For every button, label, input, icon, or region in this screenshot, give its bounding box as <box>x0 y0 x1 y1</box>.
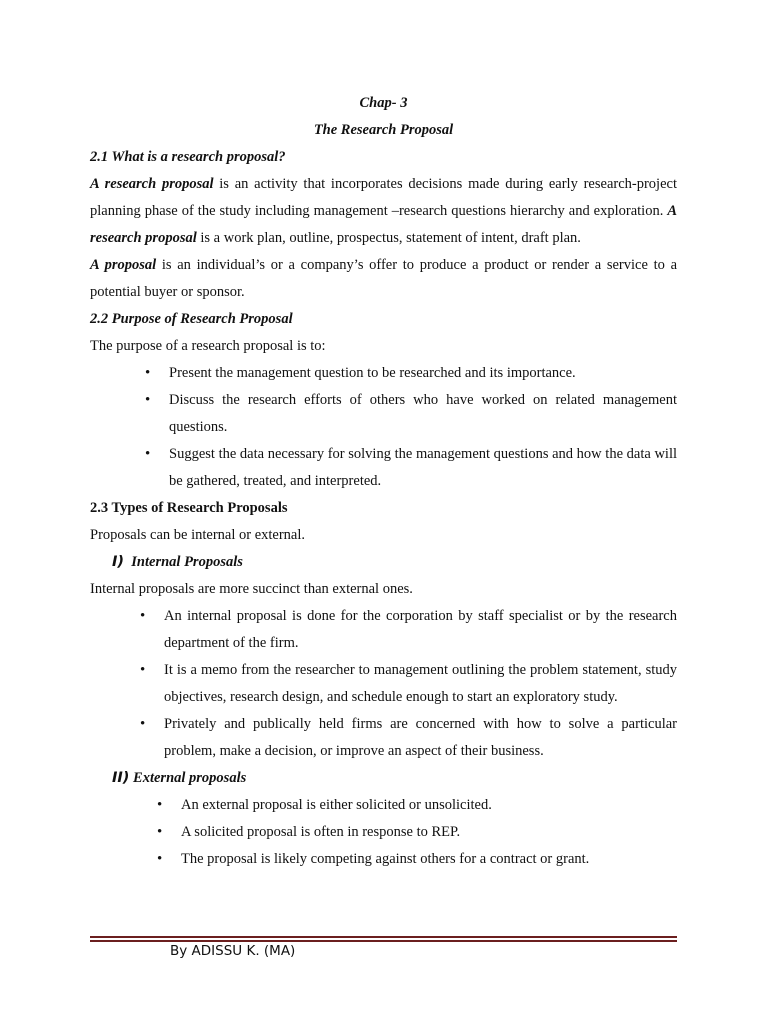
purpose-list <box>90 360 677 495</box>
paragraph-text: is an activity that incorporates decisions made during early research-project planning phase of the study including management –research questions hierarchy and exploration. <box>90 176 677 219</box>
list-item <box>140 603 677 657</box>
footer-divider <box>90 936 677 942</box>
paragraph-text: is an individual’s or a company’s offer to produce a product or render a service to a potential buyer or sponsor. <box>90 257 677 300</box>
external-proposals-list <box>90 792 677 873</box>
section-2-1-paragraph-1 <box>90 171 677 252</box>
internal-proposals-heading <box>90 549 677 576</box>
internal-proposals-list <box>90 603 677 765</box>
list-item <box>145 360 677 387</box>
list-item-text: It is a memo from the researcher to management outlining the problem statement, study objectives, research design, and schedule enough to start an exploratory study. <box>164 662 677 705</box>
bullet-icon: • <box>145 446 151 462</box>
section-2-1-heading: 2.1 What is a research proposal? <box>90 149 286 165</box>
list-item <box>145 387 677 441</box>
bullet-icon: • <box>145 365 151 381</box>
paragraph-text: is a work plan, outline, prospectus, statement of intent, draft plan. <box>196 230 581 246</box>
list-item-text: Suggest the data necessary for solving the management questions and how the data will be gathered, treated, and interpreted. <box>169 446 677 489</box>
footer-rule-bottom <box>90 940 677 942</box>
section-2-2-intro: The purpose of a research proposal is to: <box>90 338 326 354</box>
list-item <box>140 711 677 765</box>
term-proposal: A proposal <box>90 257 157 273</box>
list-item-text: Privately and publically held firms are concerned with how to solve a particular problem, make a decision, or improve an aspect of their business. <box>164 716 677 759</box>
roman-numeral-1: I) <box>112 554 125 570</box>
bullet-icon: • <box>157 851 163 867</box>
page-content <box>90 90 677 873</box>
list-item-text: Discuss the research efforts of others who have worked on related management questions. <box>169 392 677 435</box>
list-item-text: An external proposal is either solicited or unsolicited. <box>181 797 492 813</box>
list-item-text: The proposal is likely competing against others for a contract or grant. <box>181 851 590 867</box>
list-item <box>145 441 677 495</box>
list-item-text: A solicited proposal is often in response to REP. <box>181 824 461 840</box>
bullet-icon: • <box>140 608 146 624</box>
list-item <box>157 846 677 873</box>
list-item-text: An internal proposal is done for the corporation by staff specialist or by the research department of the firm. <box>164 608 677 651</box>
section-2-3-heading: 2.3 Types of Research Proposals <box>90 500 288 516</box>
bullet-icon: • <box>157 824 163 840</box>
bullet-icon: • <box>157 797 163 813</box>
list-item <box>157 792 677 819</box>
bullet-icon: • <box>140 662 146 678</box>
chapter-title: The Research Proposal <box>313 122 454 138</box>
bullet-icon: • <box>145 392 151 408</box>
internal-proposals-intro: Internal proposals are more succinct than external ones. <box>90 581 413 597</box>
list-item <box>157 819 677 846</box>
list-item <box>140 657 677 711</box>
footer-author: By ADISSU K. (MA) <box>170 943 296 959</box>
list-item-text: Present the management question to be researched and its importance. <box>169 365 576 381</box>
chapter-label: Chap- 3 <box>359 95 408 111</box>
internal-proposals-title: Internal Proposals <box>131 554 243 570</box>
section-2-2-heading: 2.2 Purpose of Research Proposal <box>90 311 293 327</box>
external-proposals-heading <box>90 765 677 792</box>
term-research-proposal-2: A research proposal <box>90 203 677 246</box>
roman-numeral-2: II) <box>112 770 130 786</box>
section-2-1-paragraph-2 <box>90 252 677 306</box>
external-proposals-title: External proposals <box>133 770 247 786</box>
section-2-3-intro: Proposals can be internal or external. <box>90 527 306 543</box>
term-research-proposal: A research proposal <box>90 176 214 192</box>
bullet-icon: • <box>140 716 146 732</box>
